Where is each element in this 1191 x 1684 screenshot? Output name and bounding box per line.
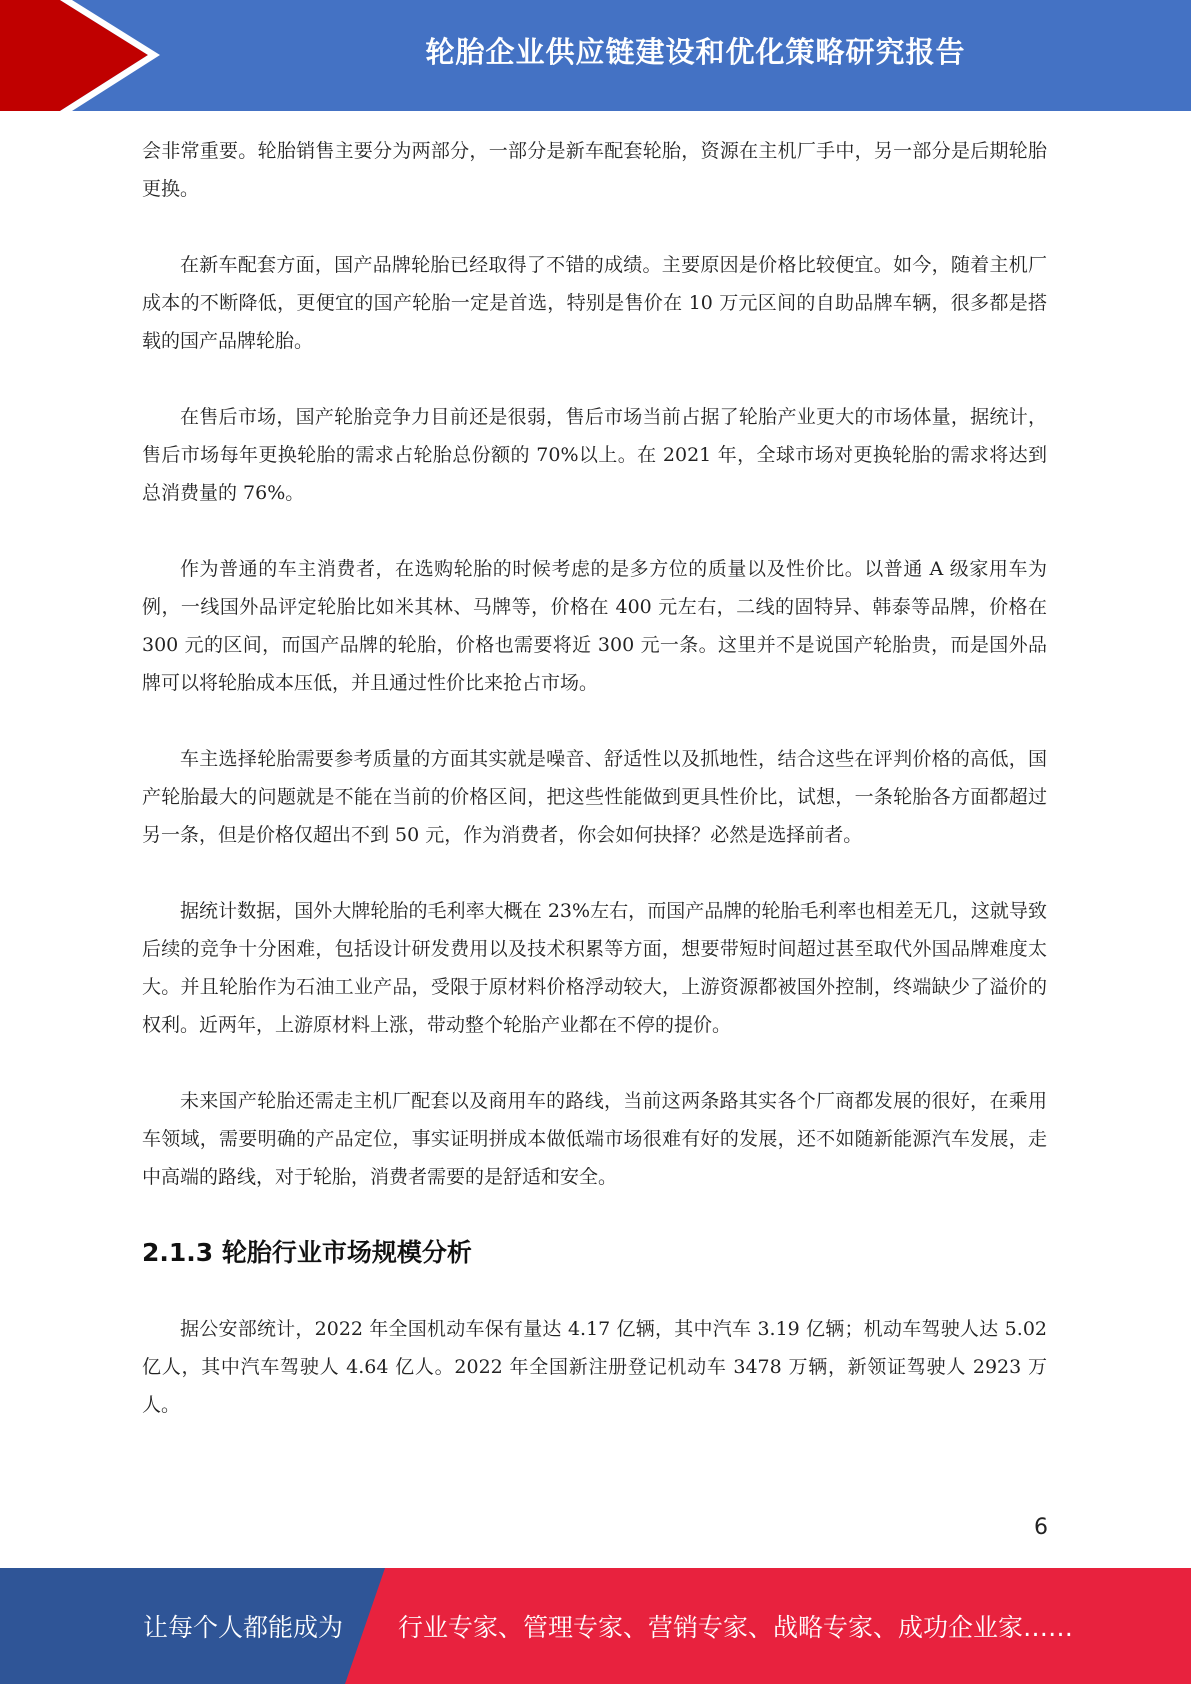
header-arrow-icon (0, 0, 170, 111)
paragraph: 在新车配套方面，国产品牌轮胎已经取得了不错的成绩。主要原因是价格比较便宜。如今，随着主机厂成本的不断降低，更便宜的国产轮胎一定是首选，特别是售价在 10 万元区间的自助品牌车辆，很多都是搭载的国产品牌轮胎。 (142, 254, 1047, 352)
paragraph: 会非常重要。轮胎销售主要分为两部分，一部分是新车配套轮胎，资源在主机厂手中，另一部分是后期轮胎更换。 (142, 140, 1047, 200)
footer-slogan-left: 让每个人都能成为 (143, 1613, 344, 1642)
paragraph: 在售后市场，国产轮胎竞争力目前还是很弱，售后市场当前占据了轮胎产业更大的市场体量，据统计，售后市场每年更换轮胎的需求占轮胎总份额的 70%以上。在 2021 年，全球市场对更换轮胎的需求将达到总消费量的 76%。 (142, 406, 1047, 504)
page-number: 6 (1034, 1515, 1048, 1540)
paragraph: 作为普通的车主消费者，在选购轮胎的时候考虑的是多方位的质量以及性价比。以普通 A 级家用车为例，一线国外品评定轮胎比如米其林、马牌等，价格在 400 元左右，二线的固特异、韩泰等品牌，价格在 300 元的区间，而国产品牌的轮胎，价格也需要将近 300 元一条。这里并不是说国产轮胎贵，而是国外品牌可以将轮胎成本压低，并且通过性价比来抢占市场。 (142, 558, 1047, 694)
paragraph: 据统计数据，国外大牌轮胎的毛利率大概在 23%左右，而国产品牌的轮胎毛利率也相差无几，这就导致后续的竞争十分困难，包括设计研发费用以及技术积累等方面，想要带短时间超过甚至取代外国品牌难度太大。并且轮胎作为石油工业产品，受限于原材料价格浮动较大，上游资源都被国外控制，终端缺少了溢价的权利。近两年，上游原材料上涨，带动整个轮胎产业都在不停的提价。 (142, 900, 1047, 1036)
header-title: 轮胎企业供应链建设和优化策略研究报告 (425, 34, 966, 69)
footer-slogan-right: 行业专家、管理专家、营销专家、战略专家、成功企业家…… (398, 1613, 1074, 1642)
document-body (142, 132, 1047, 1462)
paragraph: 未来国产轮胎还需走主机厂配套以及商用车的路线，当前这两条路其实各个厂商都发展的很好，在乘用车领域，需要明确的产品定位，事实证明拼成本做低端市场很难有好的发展，还不如随新能源汽车发展，走中高端的路线，对于轮胎，消费者需要的是舒适和安全。 (142, 1090, 1047, 1188)
section-heading: 2.1.3 轮胎行业市场规模分析 (142, 1238, 472, 1267)
page-header (0, 0, 1191, 111)
page-footer (0, 1568, 1191, 1684)
paragraph: 据公安部统计，2022 年全国机动车保有量达 4.17 亿辆，其中汽车 3.19 亿辆；机动车驾驶人达 5.02 亿人，其中汽车驾驶人 4.64 亿人。2022 年全国新注册登记机动车 3478 万辆，新领证驾驶人 2923 万人。 (142, 1318, 1047, 1416)
paragraph: 车主选择轮胎需要参考质量的方面其实就是噪音、舒适性以及抓地性，结合这些在评判价格的高低，国产轮胎最大的问题就是不能在当前的价格区间，把这些性能做到更具性价比，试想，一条轮胎各方面都超过另一条，但是价格仅超出不到 50 元，作为消费者，你会如何抉择？必然是选择前者。 (142, 748, 1047, 846)
